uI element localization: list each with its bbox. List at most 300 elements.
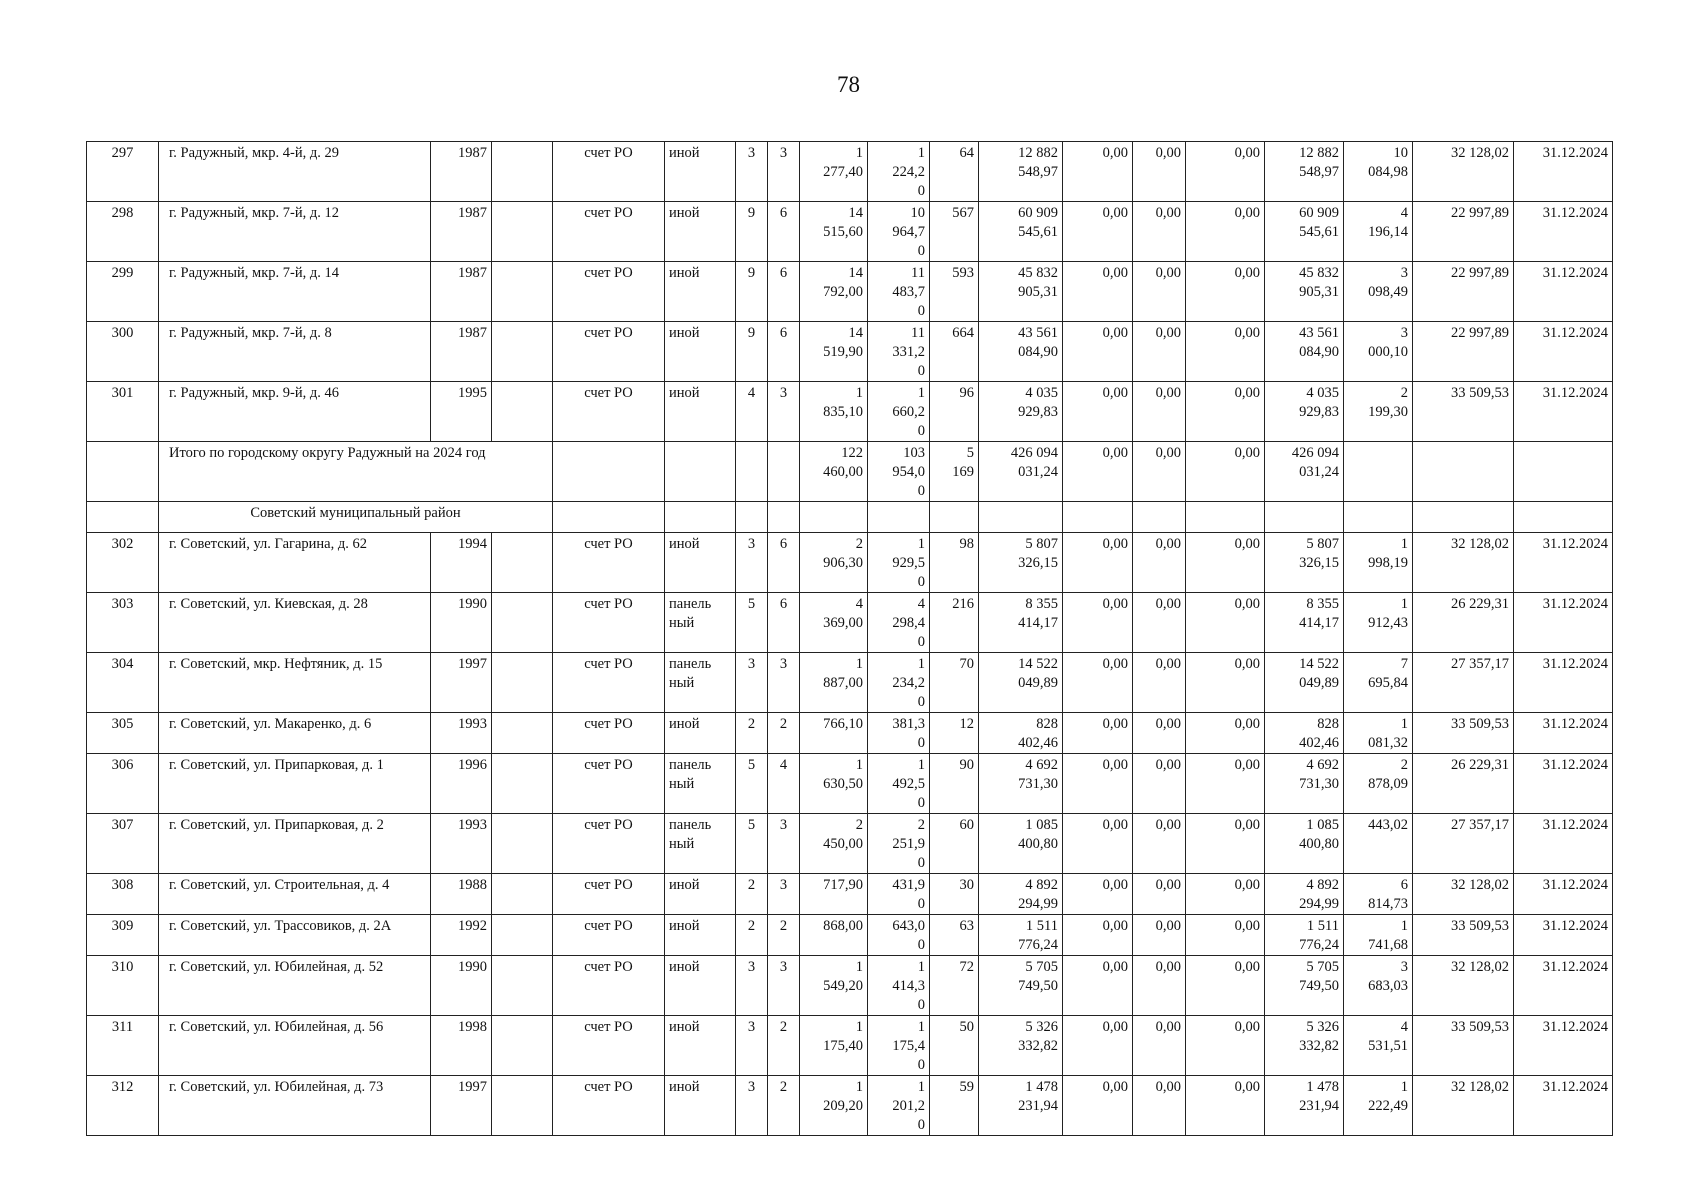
max-unit-cost: 22 997,89 xyxy=(1413,322,1514,382)
unit-cost: 3 000,10 xyxy=(1344,322,1413,382)
cell-empty xyxy=(768,442,800,502)
area-living: 4 298,4 0 xyxy=(868,593,930,653)
build-year: 1993 xyxy=(431,713,492,754)
cell-empty xyxy=(1344,502,1413,533)
table-row xyxy=(87,202,1613,262)
table-row xyxy=(87,322,1613,382)
repair-program-table xyxy=(86,141,1613,1136)
col-4 xyxy=(492,713,553,754)
area-living: 1 224,2 0 xyxy=(868,142,930,202)
floors: 9 xyxy=(736,322,768,382)
floors: 3 xyxy=(736,653,768,713)
entrances: 2 xyxy=(768,713,800,754)
fund-a: 0,00 xyxy=(1063,713,1133,754)
row-number: 299 xyxy=(87,262,159,322)
build-year: 1994 xyxy=(431,533,492,593)
wall-material: иной xyxy=(665,262,736,322)
fund-owners: 426 094 031,24 xyxy=(1265,442,1344,502)
cell-empty xyxy=(1413,442,1514,502)
page-number: 78 xyxy=(837,72,860,97)
cost-total: 4 892 294,99 xyxy=(979,874,1063,915)
max-unit-cost: 32 128,02 xyxy=(1413,1076,1514,1136)
max-unit-cost: 33 509,53 xyxy=(1413,382,1514,442)
fund-a: 0,00 xyxy=(1063,1016,1133,1076)
wall-material: иной xyxy=(665,874,736,915)
row-number: 298 xyxy=(87,202,159,262)
section-row xyxy=(87,502,1613,533)
floors: 3 xyxy=(736,956,768,1016)
area-living: 1 929,5 0 xyxy=(868,533,930,593)
fund-c: 0,00 xyxy=(1186,533,1265,593)
build-year: 1987 xyxy=(431,262,492,322)
wall-material: иной xyxy=(665,1016,736,1076)
address: г. Советский, мкр. Нефтяник, д. 15 xyxy=(159,653,431,713)
area-total: 766,10 xyxy=(800,713,868,754)
area-total: 2 450,00 xyxy=(800,814,868,874)
fund-owners: 828 402,46 xyxy=(1265,713,1344,754)
residents: 60 xyxy=(930,814,979,874)
fund-b: 0,00 xyxy=(1133,322,1186,382)
wall-material: иной xyxy=(665,915,736,956)
cell-empty xyxy=(868,502,930,533)
col-4 xyxy=(492,874,553,915)
fund-owners: 1 085 400,80 xyxy=(1265,814,1344,874)
wall-material: панель ный xyxy=(665,754,736,814)
cell-empty xyxy=(800,502,868,533)
total-row xyxy=(87,442,1613,502)
section-title: Советский муниципальный район xyxy=(159,502,553,533)
table-row xyxy=(87,915,1613,956)
unit-cost: 443,02 xyxy=(1344,814,1413,874)
floors: 5 xyxy=(736,754,768,814)
address: г. Советский, ул. Гагарина, д. 62 xyxy=(159,533,431,593)
fund-type: счет РО xyxy=(553,1076,665,1136)
build-year: 1997 xyxy=(431,1076,492,1136)
fund-a: 0,00 xyxy=(1063,442,1133,502)
cost-total: 5 807 326,15 xyxy=(979,533,1063,593)
row-number: 311 xyxy=(87,1016,159,1076)
cost-total: 60 909 545,61 xyxy=(979,202,1063,262)
residents: 70 xyxy=(930,653,979,713)
fund-c: 0,00 xyxy=(1186,202,1265,262)
address: г. Советский, ул. Юбилейная, д. 73 xyxy=(159,1076,431,1136)
area-living: 11 483,7 0 xyxy=(868,262,930,322)
address: г. Радужный, мкр. 7-й, д. 8 xyxy=(159,322,431,382)
entrances: 3 xyxy=(768,382,800,442)
max-unit-cost: 26 229,31 xyxy=(1413,593,1514,653)
deadline: 31.12.2024 xyxy=(1514,533,1613,593)
area-living: 103 954,0 0 xyxy=(868,442,930,502)
table-row xyxy=(87,814,1613,874)
wall-material: иной xyxy=(665,956,736,1016)
row-number: 309 xyxy=(87,915,159,956)
max-unit-cost: 32 128,02 xyxy=(1413,956,1514,1016)
fund-type: счет РО xyxy=(553,382,665,442)
cell-empty xyxy=(553,502,665,533)
max-unit-cost: 27 357,17 xyxy=(1413,814,1514,874)
floors: 3 xyxy=(736,533,768,593)
area-living: 1 492,5 0 xyxy=(868,754,930,814)
entrances: 2 xyxy=(768,1016,800,1076)
fund-c: 0,00 xyxy=(1186,915,1265,956)
max-unit-cost: 27 357,17 xyxy=(1413,653,1514,713)
table-body xyxy=(87,142,1613,1136)
area-total: 717,90 xyxy=(800,874,868,915)
wall-material: иной xyxy=(665,1076,736,1136)
wall-material: иной xyxy=(665,382,736,442)
entrances: 6 xyxy=(768,533,800,593)
fund-a: 0,00 xyxy=(1063,262,1133,322)
cell-empty xyxy=(736,442,768,502)
cost-total: 5 326 332,82 xyxy=(979,1016,1063,1076)
fund-owners: 1 511 776,24 xyxy=(1265,915,1344,956)
address: г. Советский, ул. Припарковая, д. 1 xyxy=(159,754,431,814)
cost-total: 4 692 731,30 xyxy=(979,754,1063,814)
wall-material: иной xyxy=(665,533,736,593)
row-number: 310 xyxy=(87,956,159,1016)
row-number: 297 xyxy=(87,142,159,202)
cell-empty xyxy=(736,502,768,533)
unit-cost: 3 098,49 xyxy=(1344,262,1413,322)
table-row xyxy=(87,262,1613,322)
area-total: 1 630,50 xyxy=(800,754,868,814)
address: г. Советский, ул. Киевская, д. 28 xyxy=(159,593,431,653)
fund-b: 0,00 xyxy=(1133,915,1186,956)
table-row xyxy=(87,142,1613,202)
fund-c: 0,00 xyxy=(1186,713,1265,754)
cost-total: 12 882 548,97 xyxy=(979,142,1063,202)
area-total: 1 209,20 xyxy=(800,1076,868,1136)
floors: 2 xyxy=(736,915,768,956)
cost-total: 5 705 749,50 xyxy=(979,956,1063,1016)
fund-a: 0,00 xyxy=(1063,322,1133,382)
cost-total: 1 511 776,24 xyxy=(979,915,1063,956)
area-total: 122 460,00 xyxy=(800,442,868,502)
residents: 5 169 xyxy=(930,442,979,502)
area-living: 1 175,4 0 xyxy=(868,1016,930,1076)
residents: 567 xyxy=(930,202,979,262)
fund-b: 0,00 xyxy=(1133,754,1186,814)
fund-c: 0,00 xyxy=(1186,382,1265,442)
fund-c: 0,00 xyxy=(1186,874,1265,915)
unit-cost: 2 878,09 xyxy=(1344,754,1413,814)
row-number: 300 xyxy=(87,322,159,382)
max-unit-cost: 26 229,31 xyxy=(1413,754,1514,814)
unit-cost: 1 222,49 xyxy=(1344,1076,1413,1136)
area-total: 1 887,00 xyxy=(800,653,868,713)
address: г. Радужный, мкр. 4-й, д. 29 xyxy=(159,142,431,202)
fund-type: счет РО xyxy=(553,956,665,1016)
wall-material: панель ный xyxy=(665,653,736,713)
fund-b: 0,00 xyxy=(1133,874,1186,915)
fund-a: 0,00 xyxy=(1063,956,1133,1016)
fund-c: 0,00 xyxy=(1186,653,1265,713)
unit-cost: 1 998,19 xyxy=(1344,533,1413,593)
fund-type: счет РО xyxy=(553,754,665,814)
residents: 98 xyxy=(930,533,979,593)
fund-c: 0,00 xyxy=(1186,262,1265,322)
cell-empty xyxy=(87,442,159,502)
unit-cost: 1 081,32 xyxy=(1344,713,1413,754)
area-living: 1 660,2 0 xyxy=(868,382,930,442)
fund-type: счет РО xyxy=(553,142,665,202)
residents: 96 xyxy=(930,382,979,442)
area-living: 10 964,7 0 xyxy=(868,202,930,262)
residents: 216 xyxy=(930,593,979,653)
area-total: 1 835,10 xyxy=(800,382,868,442)
address: г. Радужный, мкр. 9-й, д. 46 xyxy=(159,382,431,442)
build-year: 1995 xyxy=(431,382,492,442)
wall-material: иной xyxy=(665,713,736,754)
fund-type: счет РО xyxy=(553,713,665,754)
fund-owners: 43 561 084,90 xyxy=(1265,322,1344,382)
deadline: 31.12.2024 xyxy=(1514,262,1613,322)
build-year: 1990 xyxy=(431,956,492,1016)
wall-material: панель ный xyxy=(665,593,736,653)
build-year: 1987 xyxy=(431,202,492,262)
fund-type: счет РО xyxy=(553,593,665,653)
table-row xyxy=(87,874,1613,915)
address: г. Советский, ул. Трассовиков, д. 2А xyxy=(159,915,431,956)
cell-empty xyxy=(1063,502,1133,533)
fund-b: 0,00 xyxy=(1133,202,1186,262)
fund-c: 0,00 xyxy=(1186,956,1265,1016)
entrances: 4 xyxy=(768,754,800,814)
table-row xyxy=(87,653,1613,713)
col-4 xyxy=(492,142,553,202)
cell-empty xyxy=(1186,502,1265,533)
fund-a: 0,00 xyxy=(1063,142,1133,202)
row-number: 306 xyxy=(87,754,159,814)
fund-type: счет РО xyxy=(553,874,665,915)
max-unit-cost: 32 128,02 xyxy=(1413,142,1514,202)
area-total: 868,00 xyxy=(800,915,868,956)
area-living: 2 251,9 0 xyxy=(868,814,930,874)
fund-type: счет РО xyxy=(553,814,665,874)
row-number: 304 xyxy=(87,653,159,713)
fund-c: 0,00 xyxy=(1186,814,1265,874)
unit-cost: 2 199,30 xyxy=(1344,382,1413,442)
deadline: 31.12.2024 xyxy=(1514,593,1613,653)
address: г. Радужный, мкр. 7-й, д. 12 xyxy=(159,202,431,262)
unit-cost: 7 695,84 xyxy=(1344,653,1413,713)
fund-c: 0,00 xyxy=(1186,442,1265,502)
area-total: 14 792,00 xyxy=(800,262,868,322)
residents: 63 xyxy=(930,915,979,956)
floors: 2 xyxy=(736,713,768,754)
unit-cost: 10 084,98 xyxy=(1344,142,1413,202)
max-unit-cost: 33 509,53 xyxy=(1413,1016,1514,1076)
fund-type: счет РО xyxy=(553,322,665,382)
wall-material: панель ный xyxy=(665,814,736,874)
col-4 xyxy=(492,915,553,956)
row-number: 312 xyxy=(87,1076,159,1136)
max-unit-cost: 32 128,02 xyxy=(1413,874,1514,915)
col-4 xyxy=(492,1076,553,1136)
area-living: 381,3 0 xyxy=(868,713,930,754)
cell-empty xyxy=(1413,502,1514,533)
fund-owners: 1 478 231,94 xyxy=(1265,1076,1344,1136)
row-number: 305 xyxy=(87,713,159,754)
fund-owners: 60 909 545,61 xyxy=(1265,202,1344,262)
entrances: 6 xyxy=(768,202,800,262)
cost-total: 828 402,46 xyxy=(979,713,1063,754)
fund-type: счет РО xyxy=(553,1016,665,1076)
col-4 xyxy=(492,1016,553,1076)
fund-owners: 4 692 731,30 xyxy=(1265,754,1344,814)
col-4 xyxy=(492,533,553,593)
cell-empty xyxy=(979,502,1063,533)
area-living: 1 234,2 0 xyxy=(868,653,930,713)
area-total: 1 549,20 xyxy=(800,956,868,1016)
deadline: 31.12.2024 xyxy=(1514,814,1613,874)
fund-a: 0,00 xyxy=(1063,915,1133,956)
fund-b: 0,00 xyxy=(1133,533,1186,593)
cell-empty xyxy=(1265,502,1344,533)
build-year: 1993 xyxy=(431,814,492,874)
fund-owners: 5 326 332,82 xyxy=(1265,1016,1344,1076)
residents: 664 xyxy=(930,322,979,382)
cell-empty xyxy=(1133,502,1186,533)
fund-owners: 45 832 905,31 xyxy=(1265,262,1344,322)
table-row xyxy=(87,754,1613,814)
table-row xyxy=(87,1016,1613,1076)
deadline: 31.12.2024 xyxy=(1514,1076,1613,1136)
deadline: 31.12.2024 xyxy=(1514,322,1613,382)
residents: 59 xyxy=(930,1076,979,1136)
build-year: 1990 xyxy=(431,593,492,653)
entrances: 3 xyxy=(768,653,800,713)
floors: 3 xyxy=(736,142,768,202)
residents: 90 xyxy=(930,754,979,814)
floors: 2 xyxy=(736,874,768,915)
fund-a: 0,00 xyxy=(1063,754,1133,814)
deadline: 31.12.2024 xyxy=(1514,754,1613,814)
address: г. Советский, ул. Припарковая, д. 2 xyxy=(159,814,431,874)
entrances: 2 xyxy=(768,915,800,956)
fund-b: 0,00 xyxy=(1133,1076,1186,1136)
fund-c: 0,00 xyxy=(1186,1076,1265,1136)
row-number: 302 xyxy=(87,533,159,593)
fund-a: 0,00 xyxy=(1063,874,1133,915)
total-label: Итого по городскому округу Радужный на 2024 год xyxy=(159,442,553,502)
deadline: 31.12.2024 xyxy=(1514,915,1613,956)
area-total: 14 515,60 xyxy=(800,202,868,262)
col-4 xyxy=(492,322,553,382)
col-4 xyxy=(492,382,553,442)
unit-cost: 1 912,43 xyxy=(1344,593,1413,653)
fund-a: 0,00 xyxy=(1063,653,1133,713)
fund-a: 0,00 xyxy=(1063,382,1133,442)
col-4 xyxy=(492,262,553,322)
residents: 12 xyxy=(930,713,979,754)
deadline: 31.12.2024 xyxy=(1514,956,1613,1016)
residents: 50 xyxy=(930,1016,979,1076)
cost-total: 426 094 031,24 xyxy=(979,442,1063,502)
fund-a: 0,00 xyxy=(1063,533,1133,593)
cell-empty xyxy=(1344,442,1413,502)
fund-b: 0,00 xyxy=(1133,956,1186,1016)
build-year: 1996 xyxy=(431,754,492,814)
wall-material: иной xyxy=(665,202,736,262)
max-unit-cost: 22 997,89 xyxy=(1413,262,1514,322)
fund-a: 0,00 xyxy=(1063,593,1133,653)
max-unit-cost: 22 997,89 xyxy=(1413,202,1514,262)
table-row xyxy=(87,713,1613,754)
entrances: 3 xyxy=(768,874,800,915)
unit-cost: 4 531,51 xyxy=(1344,1016,1413,1076)
fund-b: 0,00 xyxy=(1133,262,1186,322)
wall-material: иной xyxy=(665,142,736,202)
table-row xyxy=(87,593,1613,653)
floors: 4 xyxy=(736,382,768,442)
fund-c: 0,00 xyxy=(1186,322,1265,382)
area-total: 1 175,40 xyxy=(800,1016,868,1076)
fund-owners: 8 355 414,17 xyxy=(1265,593,1344,653)
residents: 72 xyxy=(930,956,979,1016)
max-unit-cost: 33 509,53 xyxy=(1413,713,1514,754)
address: г. Радужный, мкр. 7-й, д. 14 xyxy=(159,262,431,322)
address: г. Советский, ул. Строительная, д. 4 xyxy=(159,874,431,915)
fund-b: 0,00 xyxy=(1133,442,1186,502)
fund-b: 0,00 xyxy=(1133,653,1186,713)
floors: 9 xyxy=(736,262,768,322)
col-4 xyxy=(492,593,553,653)
build-year: 1987 xyxy=(431,142,492,202)
fund-c: 0,00 xyxy=(1186,754,1265,814)
entrances: 3 xyxy=(768,956,800,1016)
residents: 593 xyxy=(930,262,979,322)
unit-cost: 1 741,68 xyxy=(1344,915,1413,956)
entrances: 6 xyxy=(768,322,800,382)
cost-total: 45 832 905,31 xyxy=(979,262,1063,322)
floors: 3 xyxy=(736,1076,768,1136)
cell-empty xyxy=(553,442,665,502)
address: г. Советский, ул. Юбилейная, д. 52 xyxy=(159,956,431,1016)
build-year: 1998 xyxy=(431,1016,492,1076)
cost-total: 4 035 929,83 xyxy=(979,382,1063,442)
cell-empty xyxy=(87,502,159,533)
max-unit-cost: 33 509,53 xyxy=(1413,915,1514,956)
fund-owners: 14 522 049,89 xyxy=(1265,653,1344,713)
fund-b: 0,00 xyxy=(1133,814,1186,874)
cell-empty xyxy=(1514,502,1613,533)
fund-b: 0,00 xyxy=(1133,142,1186,202)
fund-type: счет РО xyxy=(553,653,665,713)
entrances: 3 xyxy=(768,142,800,202)
fund-owners: 5 807 326,15 xyxy=(1265,533,1344,593)
fund-type: счет РО xyxy=(553,262,665,322)
table-row xyxy=(87,1076,1613,1136)
area-living: 11 331,2 0 xyxy=(868,322,930,382)
row-number: 303 xyxy=(87,593,159,653)
deadline: 31.12.2024 xyxy=(1514,142,1613,202)
wall-material: иной xyxy=(665,322,736,382)
col-4 xyxy=(492,814,553,874)
cell-empty xyxy=(768,502,800,533)
cell-empty xyxy=(665,442,736,502)
entrances: 6 xyxy=(768,593,800,653)
unit-cost: 3 683,03 xyxy=(1344,956,1413,1016)
table-row xyxy=(87,382,1613,442)
fund-a: 0,00 xyxy=(1063,1076,1133,1136)
cost-total: 43 561 084,90 xyxy=(979,322,1063,382)
area-living: 1 201,2 0 xyxy=(868,1076,930,1136)
fund-type: счет РО xyxy=(553,202,665,262)
area-living: 643,0 0 xyxy=(868,915,930,956)
cell-empty xyxy=(1514,442,1613,502)
area-living: 1 414,3 0 xyxy=(868,956,930,1016)
